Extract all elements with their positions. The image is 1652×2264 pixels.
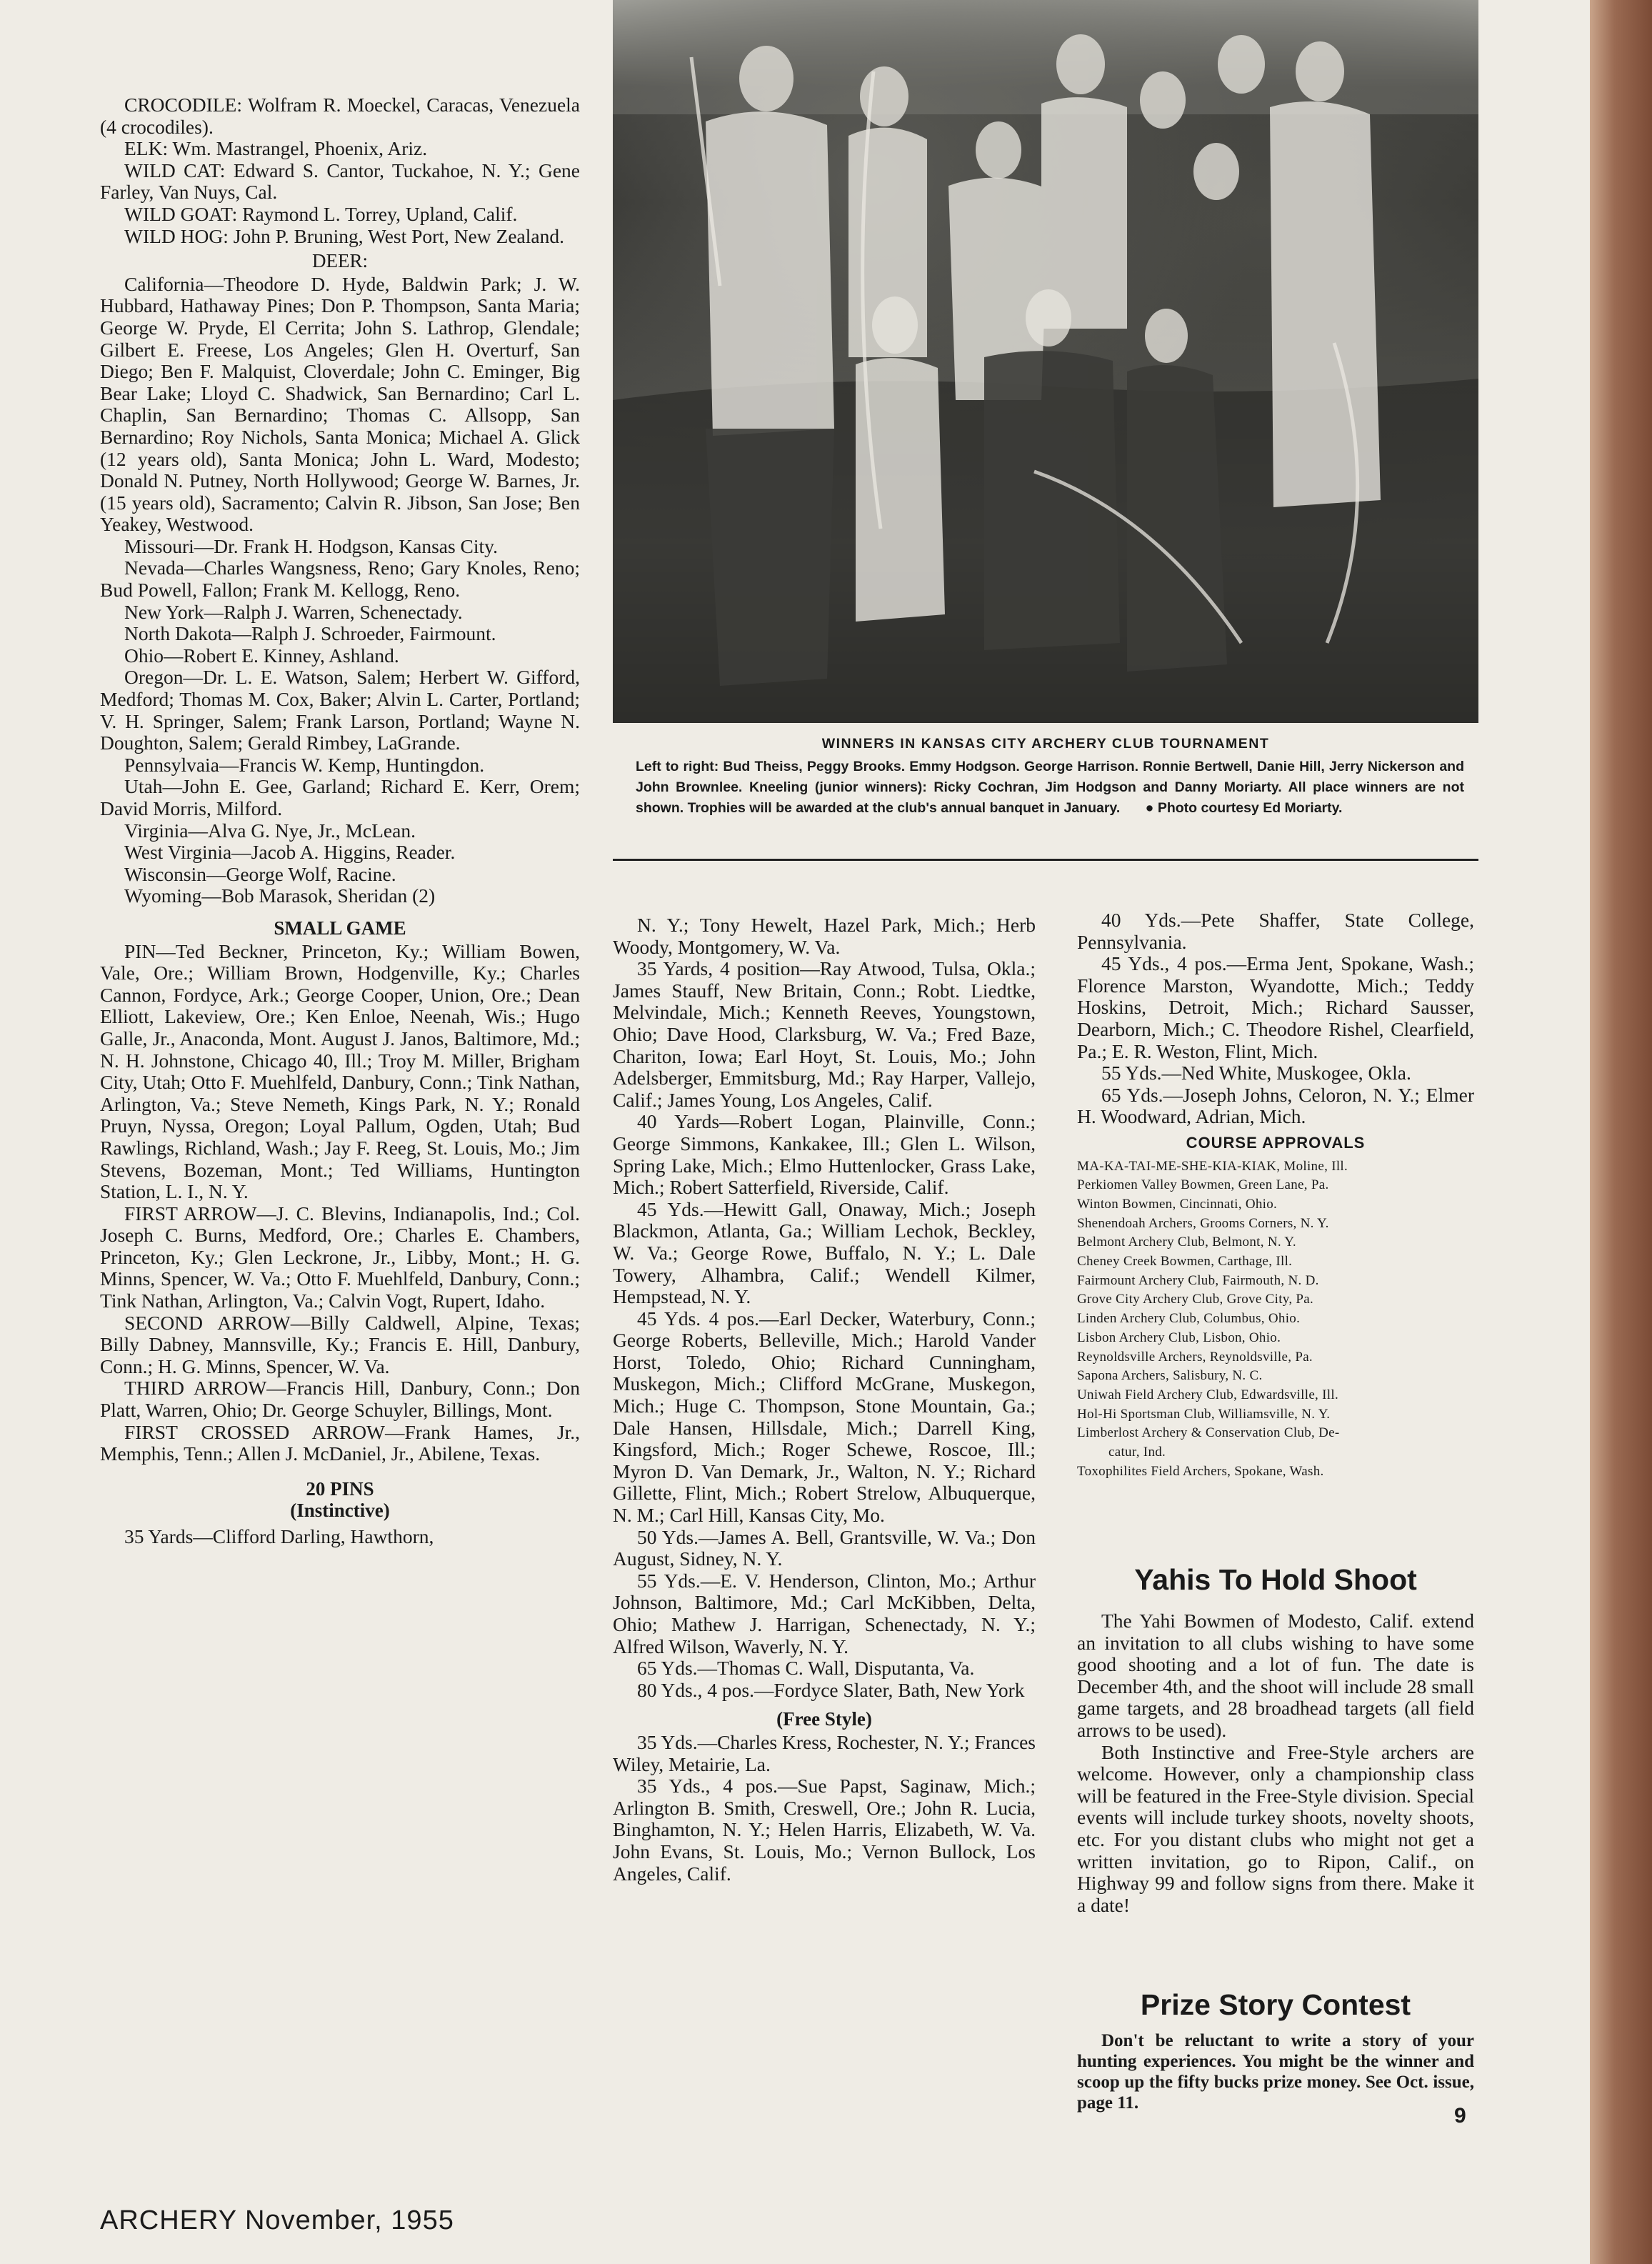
yahi-heading: Yahis To Hold Shoot [1134, 1563, 1417, 1596]
course-approval-item: Shenendoah Archers, Grooms Corners, N. Y. [1077, 1215, 1329, 1231]
right-column [1077, 909, 1474, 1481]
pins-entry: 45 Yds.—Hewitt Gall, Onaway, Mich.; Joseph Blackmon, Atlanta, Ga.; William Lechok, Beckley, W. Va.; George Rowe, Buffalo, N. Y.; L. Dale Towery, Alhambra, Calif.; Wendell Kilmer, Hempstead, N. Y. [613, 1197, 1036, 1308]
deer-state-entry: Ohio—Robert E. Kinney, Ashland. [124, 644, 399, 667]
prize-text: Don't be reluctant to write a story of your hunting experiences. You might be the winner and scoop up the fifty bucks prize money. See Oct. issue, page 11. [1077, 2031, 1474, 2113]
pins-entry: 55 Yds.—Ned White, Muskogee, Okla. [1101, 1062, 1411, 1084]
trophy-record: WILD HOG: John P. Bruning, West Port, New Zealand. [124, 224, 564, 247]
course-approval-item: Linden Archery Club, Columbus, Ohio. [1077, 1311, 1301, 1327]
prize-heading: Prize Story Contest [1140, 1988, 1411, 2021]
small-game-list [100, 941, 580, 1465]
course-approval-item: Hol-Hi Sportsman Club, Williamsville, N. Y. [1077, 1406, 1331, 1422]
middle-column-entries [613, 914, 1036, 1701]
deer-state-entry: Nevada—Charles Wangsness, Reno; Gary Knoles, Reno; Bud Powell, Fallon; Frank M. Kellogg, Reno. [100, 557, 580, 602]
middle-column [613, 914, 1036, 1885]
trophy-record: ELK: Wm. Mastrangel, Phoenix, Ariz. [124, 137, 428, 160]
deer-state-entry: Missouri—Dr. Frank H. Hodgson, Kansas City. [124, 534, 499, 557]
pins-entry: 45 Yds., 4 pos.—Erma Jent, Spokane, Wash.; Florence Marston, Wyandotte, Mich.; Teddy Hoskins, Detroit, Mich.; Richard Sausser, Dearborn, Mich.; C. Theodore Rishel, Clearfield, Pa.; E. R. Weston, Flint, Mich. [1077, 952, 1474, 1062]
left-column [100, 94, 580, 1548]
pins-entry: 50 Yds.—James A. Bell, Grantsville, W. Va.; Don August, Sidney, N. Y. [613, 1525, 1036, 1570]
photo-caption [613, 734, 1478, 819]
footer-masthead: ARCHERY November, 1955 [100, 2205, 454, 2235]
course-approval-item: Perkiomen Valley Bowmen, Green Lane, Pa. [1077, 1177, 1329, 1193]
small-game-entry: PIN—Ted Beckner, Princeton, Ky.; William Bowen, Vale, Ore.; William Brown, Hodgenville, Ky.; Charles Cannon, Fordyce, Ark.; George Cooper, Union, Ore.; Dean Elliott, Lakeview, Ore.; Ken Enloe, Neenah, Wis.; Hugo Galle, Jr., Anaconda, Mont. August J. Janos, Baltimore, Md.; N. H. Johnstone, Chicago 40, Ill.; Troy M. Miller, Brigham City, Utah; Otto F. Muehlfeld, Danbury, Conn.; Tink Nathan, Arlington, Va.; Steve Nemeth, Kings Park, N. Y.; Ronald Pruyn, Nyssa, Oregon; Loyal Pallum, Ogden, Utah; Bud Rawlings, Richland, Wash.; Jay F. Reeg, St. Louis, Mo.; Jim Stevens, Bozeman, Mont.; Ted Williams, Huntington Station, L. I., N. Y. [100, 939, 580, 1203]
pins-subheading: (Instinctive) [290, 1500, 390, 1522]
pins-entry: 35 Yards, 4 position—Ray Atwood, Tulsa, Okla.; James Stauff, New Britain, Conn.; Robt. Liedtke, Melvindale, Mich.; Kenneth Reeves, Youngstown, Ohio; Dave Hood, Clarksburg, W. Va.; Fred Baze, Chariton, Iowa; Earl Hoyt, St. Louis, Mo.; John Adelsberger, Emmitsburg, Md.; Ray Harper, Vallejo, Calif.; James Young, Los Angeles, Calif. [613, 957, 1036, 1111]
course-approval-item: Sapona Archers, Salisbury, N. C. [1077, 1368, 1263, 1384]
deer-state-entry: California—Theodore D. Hyde, Baldwin Park; J. W. Hubbard, Hathaway Pines; Don P. Thompson, Santa Maria; George W. Pryde, El Cerrita; John S. Lathrop, Glendale; Gilbert E. Freese, Los Angeles; Glen H. Overturf, San Diego; Ben F. Malquist, Cloverdale; John C. Eminger, Big Bear Lake; Lloyd C. Shadwick, San Bernardino; Carl L. Chaplin, San Bernardino; Thomas C. Allsopp, San Bernardino; Roy Nichols, Santa Monica; Michael A. Glick (12 years old), Santa Monica; John L. Ward, Modesto; Donald N. Putney, North Hollywood; George W. Barnes, Jr. (15 years old), Sacramento; Calvin R. Jibson, San Jose; Ben Yeakey, Westwood. [100, 272, 580, 536]
course-approval-item: Belmont Archery Club, Belmont, N. Y. [1077, 1235, 1296, 1250]
horizontal-divider [613, 859, 1478, 861]
deer-state-entry: Oregon—Dr. L. E. Watson, Salem; Herbert W. Gifford, Medford; Thomas M. Cox, Baker; Alvin L. Carter, Portland; V. H. Springer, Salem; Frank Larson, Portland; Wayne N. Doughton, Salem; Gerald Rimbey, LaGrande. [100, 666, 580, 754]
pins-entry: 65 Yds.—Joseph Johns, Celoron, N. Y.; Elmer H. Woodward, Adrian, Mich. [1077, 1083, 1474, 1128]
pins-entry: 40 Yds.—Pete Shaffer, State College, Pennsylvania. [1077, 909, 1474, 953]
deer-state-entry: West Virginia—Jacob A. Higgins, Reader. [124, 841, 456, 864]
free-style-entry: 35 Yds.—Charles Kress, Rochester, N. Y.; Frances Wiley, Metairie, La. [613, 1730, 1036, 1775]
course-approval-item: Cheney Creek Bowmen, Carthage, Ill. [1077, 1254, 1293, 1270]
trophy-record: CROCODILE: Wolfram R. Moeckel, Caracas, Venezuela (4 crocodiles). [100, 94, 580, 138]
trophy-record: WILD GOAT: Raymond L. Torrey, Upland, Calif. [124, 202, 518, 225]
pins-heading: 20 PINS [306, 1477, 374, 1500]
pins-entry: 45 Yds. 4 pos.—Earl Decker, Waterbury, Conn.; George Roberts, Belleville, Mich.; Harold Vander Horst, Toledo, Ohio; Richard Cunningham, Muskegon, Mich.; Clifford McGrane, Muskegon, Mich.; Huge C. Thompson, Stone Mountain, Ga.; Dale Hansen, Hillsdale, Mich.; Darrell King, Kingsford, Mich.; Roger Schewe, Roscoe, Ill.; Myron D. Van Demark, Jr., Walton, N. Y.; Richard Gillette, Flint, Mich.; Robert Strelow, Albuquerque, N. M.; Carl Hill, Kansas City, Mo. [613, 1307, 1036, 1527]
deer-state-entry: Virginia—Alva G. Nye, Jr., McLean. [124, 819, 416, 842]
deer-state-entry: Utah—John E. Gee, Garland; Richard E. Kerr, Orem; David Morris, Milford. [100, 775, 580, 819]
pins-first-entry: 35 Yards—Clifford Darling, Hawthorn, [124, 1525, 434, 1547]
course-approval-item: Reynoldsville Archers, Reynoldsville, Pa. [1077, 1349, 1313, 1365]
deer-state-entry: Wisconsin—George Wolf, Racine. [124, 862, 396, 885]
free-style-entries [613, 1732, 1036, 1885]
small-game-entry: FIRST CROSSED ARROW—Frank Hames, Jr., Memphis, Tenn.; Allen J. McDaniel, Jr., Abilene, Texas. [100, 1420, 580, 1465]
yahi-paragraph: The Yahi Bowmen of Modesto, Calif. extend an invitation to all clubs wishing to have some good shooting and a lot of fun. The date is December 4th, and the shoot will include 28 small game targets, and 28 broadhead targets (all field arrows to be used). [1077, 1610, 1474, 1741]
small-game-entry: FIRST ARROW—J. C. Blevins, Indianapolis, Ind.; Col. Joseph C. Burns, Medford, Ore.; Charles E. Chambers, Princeton, Ky.; Glen Leckrone, Jr., Libby, Mont.; H. G. Minns, Spencer, W. Va.; Otto F. Muehlfeld, Danbury, Conn.; Tink Nathan, Arlington, Va.; Calvin Vogt, Rupert, Idaho. [100, 1202, 580, 1312]
free-style-heading: (Free Style) [776, 1708, 872, 1730]
photo-caption-body [613, 757, 1478, 819]
course-approval-item: Winton Bowmen, Cincinnati, Ohio. [1077, 1196, 1278, 1212]
pins-entry: 40 Yards—Robert Logan, Plainville, Conn.; George Simmons, Kankakee, Ill.; Glen L. Wilson, Spring Lake, Mich.; Elmo Huttenlocker, Grass Lake, Mich.; Robert Satterfield, Riverside, Calif. [613, 1110, 1036, 1199]
right-column-entries [1077, 909, 1474, 1128]
page-number: 9 [1454, 2104, 1466, 2128]
yahi-article [1077, 1610, 1474, 1916]
photo-caption-title: WINNERS IN KANSAS CITY ARCHERY CLUB TOURNAMENT [821, 736, 1270, 752]
photo-illustration [613, 0, 1478, 723]
tournament-winners-photo [613, 0, 1478, 723]
course-approval-item: Uniwah Field Archery Club, Edwardsville, Ill. [1077, 1387, 1338, 1402]
deer-state-entry: Pennsylvaia—Francis W. Kemp, Huntingdon. [124, 753, 485, 776]
binding-edge [1590, 0, 1652, 2264]
deer-state-entry: Wyoming—Bob Marasok, Sheridan (2) [124, 884, 436, 907]
photo-credit: ● Photo courtesy Ed Moriarty. [1145, 800, 1343, 816]
records-list [100, 94, 580, 247]
course-approval-item: Toxophilites Field Archers, Spokane, Wash. [1077, 1463, 1324, 1479]
small-game-heading: SMALL GAME [274, 917, 406, 939]
pins-entry: 55 Yds.—E. V. Henderson, Clinton, Mo.; Arthur Johnson, Baltimore, Md.; Carl McKibben, Delta, Ohio; Mathew J. Harrigan, Schenectady, N. Y.; Alfred Wilson, Waverly, N. Y. [613, 1569, 1036, 1657]
deer-list [100, 274, 580, 907]
course-approvals-list [1077, 1157, 1474, 1482]
yahi-paragraph: Both Instinctive and Free-Style archers are welcome. However, only a championship class will be featured in the Free-Style division. Special events will include turkey shoots, novelty shoots, etc. For you distant clubs who might not get a written invitation, go to Ripon, Calif., on Highway 99 and follow signs from there. Make it a date! [1077, 1740, 1474, 1916]
course-approval-item: Lisbon Archery Club, Lisbon, Ohio. [1077, 1330, 1281, 1345]
small-game-entry: SECOND ARROW—Billy Caldwell, Alpine, Texas; Billy Dabney, Mannsville, Ky.; Francis E. Hill, Danbury, Conn.; H. G. Minns, Spencer, W. Va. [100, 1311, 580, 1377]
course-approval-item: MA-KA-TAI-ME-SHE-KIA-KIAK, Moline, Ill. [1077, 1158, 1348, 1174]
pins-entry: N. Y.; Tony Hewelt, Hazel Park, Mich.; Herb Woody, Montgomery, W. Va. [613, 914, 1036, 958]
prize-article [1077, 2030, 1474, 2113]
trophy-record: WILD CAT: Edward S. Cantor, Tuckahoe, N. Y.; Gene Farley, Van Nuys, Cal. [100, 159, 580, 204]
deer-state-entry: New York—Ralph J. Warren, Schenectady. [124, 600, 463, 623]
deer-heading: DEER: [312, 250, 368, 272]
free-style-entry: 35 Yds., 4 pos.—Sue Papst, Saginaw, Mich.; Arlington B. Smith, Creswell, Ore.; John R. Lucia, Binghamton, N. Y.; Helen Harris, Elizabeth, W. Va. John Evans, St. Louis, Mo.; Vernon Bullock, Los Angeles, Calif. [613, 1775, 1036, 1885]
deer-state-entry: North Dakota—Ralph J. Schroeder, Fairmount. [124, 622, 496, 645]
course-approvals-heading: COURSE APPROVALS [1186, 1133, 1366, 1152]
photo-caption-text: Left to right: Bud Theiss, Peggy Brooks. Emmy Hodgson. George Harrison. Ronnie Bertwell, Danie Hill, Jerry Nickerson and John Brownlee. Kneeling (junior winners): Ricky Cochran, Jim Hodgson and Danny Moriarty. All place winners are not shown. Trophies will be awarded at the club's annual banquet in January. [636, 759, 1464, 816]
small-game-entry: THIRD ARROW—Francis Hill, Danbury, Conn.; Don Platt, Warren, Ohio; Dr. George Schuyler, Billings, Mont. [100, 1377, 580, 1422]
pins-entry: 65 Yds.—Thomas C. Wall, Disputanta, Va. [637, 1657, 975, 1680]
course-approval-item: catur, Ind. [1108, 1445, 1166, 1460]
course-approval-item: Grove City Archery Club, Grove City, Pa. [1077, 1292, 1314, 1307]
course-approval-item: Fairmount Archery Club, Fairmouth, N. D. [1077, 1272, 1319, 1288]
course-approval-item: Limberlost Archery & Conservation Club, De- [1077, 1425, 1340, 1441]
pins-entry: 80 Yds., 4 pos.—Fordyce Slater, Bath, New York [637, 1678, 1025, 1701]
